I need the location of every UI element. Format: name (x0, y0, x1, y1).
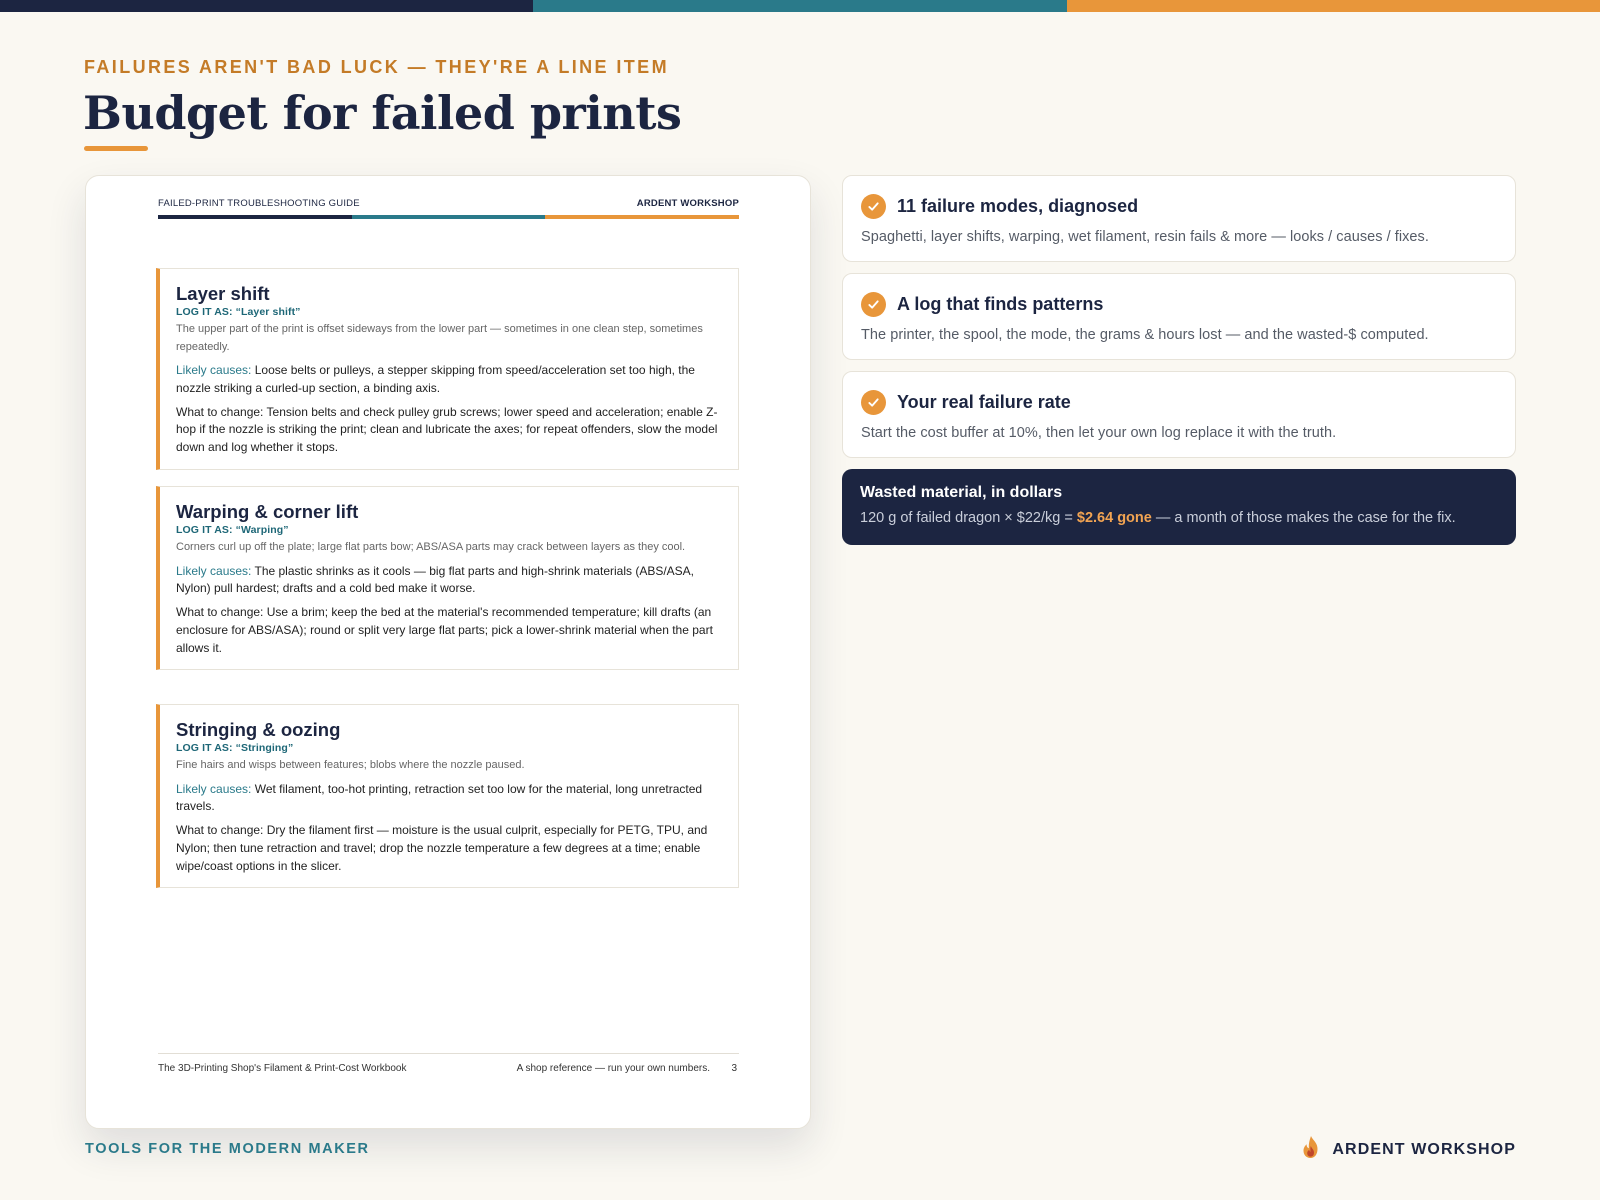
failure-card-log-as: LOG IT AS: “Stringing” (176, 742, 294, 754)
document-header-title: FAILED-PRINT TROUBLESHOOTING GUIDE (158, 198, 360, 209)
causes-text: Wet filament, too-hot printing, retraction set too low for the material, long unretracted travels. (176, 781, 703, 814)
fix-label: What to change: (176, 404, 264, 419)
feature-title: 11 failure modes, diagnosed (897, 196, 1139, 216)
failure-card-fix (176, 822, 724, 875)
causes-label: Likely causes: (176, 363, 252, 377)
causes-label: Likely causes: (176, 781, 252, 796)
failure-card-warping (156, 486, 739, 670)
failure-card-layer-shift (156, 268, 739, 470)
wasted-material-callout (842, 469, 1516, 545)
callout-highlight: $2.64 gone (1076, 510, 1152, 526)
callout-text (860, 510, 1498, 526)
failure-card-looks: Corners curl up off the plate; large flat parts bow; ABS/ASA parts may crack between layers as they cool. (176, 541, 686, 553)
failure-card-looks: Fine hairs and wisps between features; blobs where the nozzle paused. (176, 759, 525, 771)
callout-text-after: — a month of those makes the case for the fix. (1151, 510, 1456, 526)
causes-text: Loose belts or pulleys, a stepper skipping from speed/acceleration set too high, the nozzle striking a curled-up section, a binding axis. (176, 363, 695, 395)
failure-card-stringing (156, 704, 739, 888)
fix-label: What to change: (176, 605, 264, 620)
failure-card-looks: The upper part of the print is offset sideways from the lower part — sometimes in one clean step, sometimes repeatedly. (176, 323, 703, 353)
check-icon (861, 292, 886, 317)
document-footer-rule (158, 1053, 739, 1054)
title-underline (84, 146, 148, 151)
document-header-brand: ARDENT WORKSHOP (636, 198, 739, 209)
failure-card-log-as: LOG IT AS: “Layer shift” (176, 306, 301, 318)
feature-text: The printer, the spool, the mode, the grams & hours lost — and the wasted-$ computed. (861, 327, 1429, 343)
feature-card-failure-rate (842, 371, 1516, 458)
failure-card-causes (176, 563, 724, 599)
brand-name: ARDENT WORKSHOP (1332, 1140, 1516, 1158)
failure-card-fix (176, 604, 724, 657)
failure-card-title: Layer shift (176, 283, 270, 304)
document-footer-note: A shop reference — run your own numbers. (516, 1063, 710, 1074)
callout-title: Wasted material, in dollars (860, 484, 1063, 501)
footer-tagline: TOOLS FOR THE MODERN MAKER (85, 1141, 370, 1157)
feature-title: A log that finds patterns (897, 294, 1104, 314)
feature-text: Spaghetti, layer shifts, warping, wet filament, resin fails & more — looks / causes / fixes. (861, 229, 1429, 245)
page-title: Budget for failed prints (83, 86, 682, 140)
document-page-number: 3 (731, 1063, 737, 1074)
causes-label: Likely causes: (176, 563, 252, 578)
top-color-bar (0, 0, 1600, 12)
fix-label: What to change: (176, 823, 264, 838)
failure-card-log-as: LOG IT AS: “Warping” (176, 524, 289, 536)
callout-text-before: 120 g of failed dragon × $22/kg = (860, 510, 1077, 526)
eyebrow: FAILURES AREN'T BAD LUCK — THEY'RE A LINE ITEM (84, 57, 669, 77)
failure-card-title: Warping & corner lift (176, 501, 359, 522)
check-icon (861, 194, 886, 219)
document-header-rule (158, 215, 739, 219)
feature-card-failure-modes (842, 175, 1516, 262)
causes-text: The plastic shrinks as it cools — big flat parts and high-shrink materials (ABS/ASA, Nylon) pull hardest; drafts and a cold bed make it worse. (176, 563, 695, 596)
feature-title: Your real failure rate (897, 392, 1071, 412)
failure-card-causes (176, 362, 724, 398)
fix-text: Use a brim; keep the bed at the material's recommended temperature; kill drafts (an enclosure for ABS/ASA); round or split very large flat parts; pick a lower-shrink material when the part allows it. (176, 605, 713, 655)
failure-card-fix (176, 404, 724, 457)
failure-card-title: Stringing & oozing (176, 719, 341, 740)
document-footer-title: The 3D-Printing Shop's Filament & Print-Cost Workbook (158, 1063, 407, 1074)
check-icon (861, 390, 886, 415)
footer-brand (1300, 1135, 1516, 1164)
failure-card-causes (176, 781, 724, 817)
feature-card-log (842, 273, 1516, 360)
feature-text: Start the cost buffer at 10%, then let your own log replace it with the truth. (861, 425, 1337, 441)
flame-icon (1300, 1135, 1322, 1164)
fix-text: Tension belts and check pulley grub screws; lower speed and acceleration; enable Z-hop if the nozzle is striking the print; clean and lubricate the axes; for repeat offenders, slow the model down and log whether it stops. (176, 404, 718, 455)
fix-text: Dry the filament first — moisture is the usual culprit, especially for PETG, TPU, and Nylon; then tune retraction and travel; drop the nozzle temperature a few degrees at a time; enable wipe/coast options in the slicer. (176, 823, 708, 873)
document-preview (85, 175, 811, 1129)
